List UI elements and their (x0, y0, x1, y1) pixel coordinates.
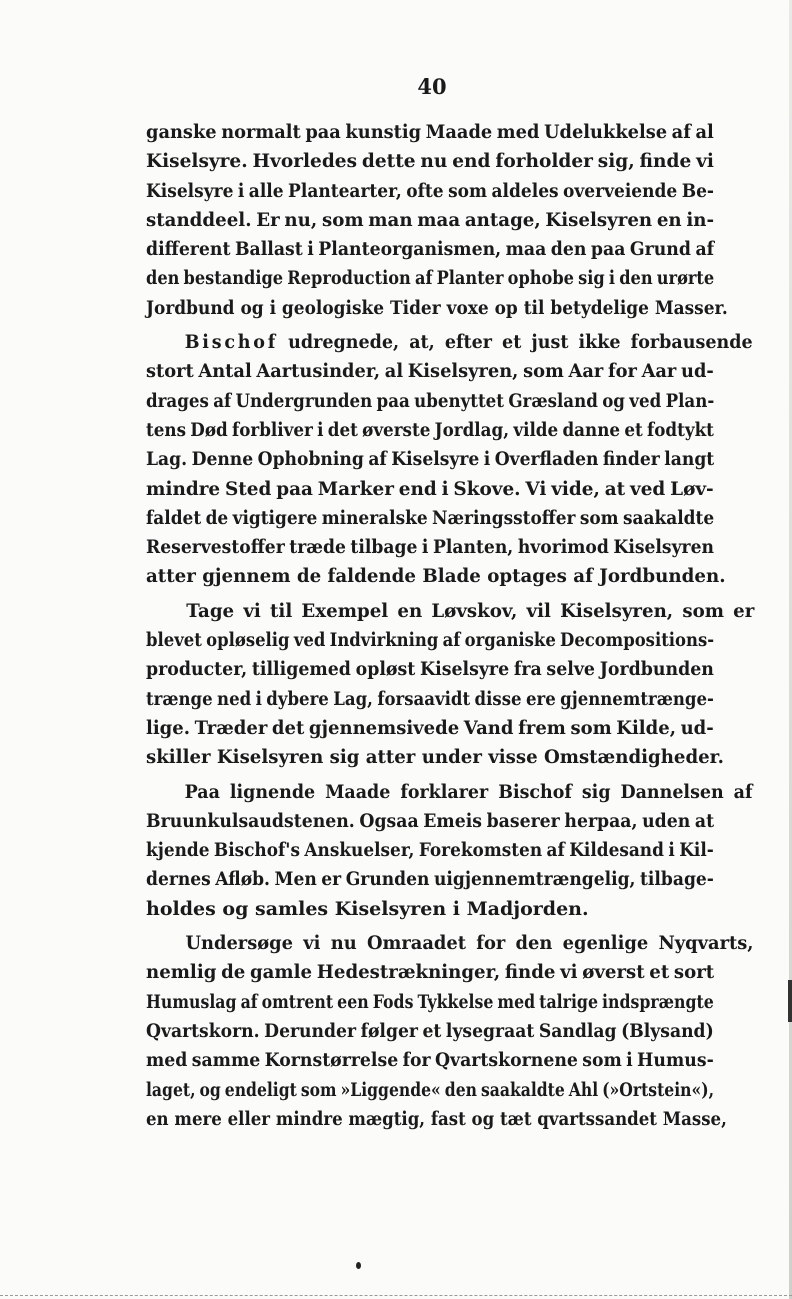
text-line: Undersøge vi nu Omraadet for den egenlige Nyqvarts, (185, 932, 754, 955)
text-line: different Ballast i Planteorganismen, maa den paa Grund af (146, 238, 715, 261)
paragraph (146, 597, 755, 773)
text-line: faldet de vigtigere mineralske Næringsstoffer som saakaldte (146, 506, 715, 529)
text-line: lige. Træder det gjennemsivede Vand frem som Kilde, ud- (146, 716, 714, 739)
text-line: Qvartskorn. Derunder følger et lysegraat Sandlag (Blysand) (146, 1019, 714, 1042)
text-line: en mere eller mindre mægtig, fast og tæt qvartssandet Masse, (146, 1107, 727, 1130)
text-line: Tage vi til Exempel en Løvskov, vil Kiselsyren, som er (186, 599, 755, 622)
text-line: Lag. Denne Ophobning af Kiselsyre i Overfladen finder langt (146, 448, 715, 471)
text-line: Kiselsyre. Hvorledes dette nu end forholder sig, finde vi (146, 150, 714, 173)
text-line: Reservestoffer træde tilbage i Planten, hvorimod Kiselsyren (146, 536, 714, 559)
page-number: 40 (417, 74, 447, 99)
text-line: holdes og samles Kiselsyren i Madjorden. (146, 897, 589, 920)
paragraph (146, 328, 753, 592)
text-line: producter, tilligemed opløst Kiselsyre fra selve Jordbunden (146, 658, 714, 681)
text-line: Paa lignende Maade forklarer Bischof sig Dannelsen af (184, 780, 753, 803)
text-line: blevet opløselig ved Indvirkning af organiske Decompositions- (146, 629, 715, 652)
text-line: Kiselsyre i alle Plantearter, ofte som aldeles overveiende Be- (146, 179, 714, 202)
text-line: Jordbund og i geologiske Tider voxe op til betydelige Masser. (146, 296, 728, 319)
text-line: standdeel. Er nu, som man maa antage, Kiselsyren en in- (146, 208, 715, 231)
text-line: ganske normalt paa kunstig Maade med Udelukkelse af al (146, 121, 714, 143)
text-line: stort Antal Aartusinder, al Kiselsyren, som Aar for Aar ud- (146, 360, 714, 383)
text-line: den bestandige Reproduction af Planter ophobe sig i den urørte (146, 267, 715, 290)
text-line: Bischof udregnede, at, efter et just ikke forbausende (184, 331, 753, 354)
text-line: kjende Bischof's Anskuelser, Forekomsten af Kildesand i Kil- (146, 839, 714, 862)
body-text (146, 118, 755, 1139)
page-edge-mark (788, 980, 792, 1022)
paragraph (146, 118, 728, 323)
text-line: Humuslag af omtrent een Fods Tykkelse med talrige indsprængte (146, 990, 714, 1013)
text-line: mindre Sted paa Marker end i Skove. Vi vide, at ved Løv- (146, 477, 714, 500)
text-line: Bruunkulsaudstenen. Ogsaa Emeis baserer herpaa, uden at (146, 809, 715, 832)
paragraph (146, 778, 753, 924)
text-line: tens Død forbliver i det øverste Jordlag, vilde danne et fodtykt (146, 418, 714, 441)
text-line: atter gjennem de faldende Blade optages af Jordbunden. (146, 565, 726, 588)
text-line: dernes Afløb. Men er Grunden uigjennemtrængelig, tilbage- (146, 868, 714, 891)
paragraph (146, 929, 754, 1134)
text-line: drages af Undergrunden paa ubenyttet Græsland og ved Plan- (146, 389, 715, 412)
ink-mark (356, 1262, 361, 1269)
text-line: laget, og endeligt som »Liggende« den saakaldte Ahl (»Ortstein«), (146, 1078, 715, 1101)
page-edge-bottom (0, 1294, 792, 1296)
text-line: trænge ned i dybere Lag, forsaavidt disse ere gjennemtrænge- (146, 687, 714, 710)
text-line: nemlig de gamle Hedestrækninger, finde vi øverst et sort (146, 961, 715, 984)
text-line: med samme Kornstørrelse for Qvartskornene som i Humus- (146, 1049, 714, 1072)
text-line: skiller Kiselsyren sig atter under visse Omstændigheder. (146, 746, 724, 769)
